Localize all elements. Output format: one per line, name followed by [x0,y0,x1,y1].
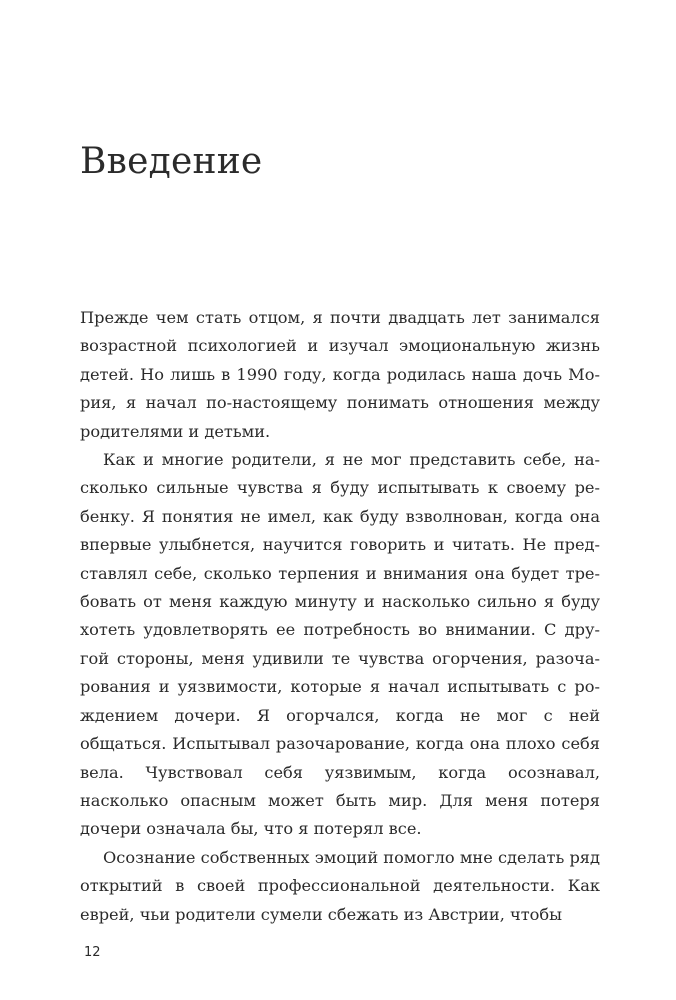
paragraph-2: Как и многие родители, я не мог представить себе, насколько сильные чувства я буду испытывать к своему ребенку. Я понятия не имел, как буду взволнован, когда она впервые улыбнется, научится говорить и читать. Не представлял себе, сколько терпения и внимания она будет требовать от меня каждую минуту и насколько сильно я буду хотеть удовлетворять ее потребность во внимании. С другой стороны, меня удивили те чувства огорчения, разочарования и уязвимости, которые я начал испытывать с рождением дочери. Я огорчался, когда не мог с ней общаться. Испытывал разочарование, когда она плохо себя вела. Чувствовал себя уязвимым, когда осознавал, насколько опасным может быть мир. Для меня потеря дочери означала бы, что я потерял все. [80,450,600,839]
paragraph-1: Прежде чем стать отцом, я почти двадцать лет занимался возрастной психологией и изучал эмоциональную жизнь детей. Но лишь в 1990 году, когда родилась наша дочь Мория, я начал по-настоящему понимать отношения между родителями и детьми. [80,308,600,441]
paragraph-3: Осознание собственных эмоций помогло мне сделать ряд открытий в своей профессиональной деятельности. Как еврей, чьи родители сумели сбежать из Австрии, чтобы [80,847,600,924]
chapter-title: Введение [80,141,263,182]
page-number: 12 [84,945,101,960]
body-text [80,304,600,929]
